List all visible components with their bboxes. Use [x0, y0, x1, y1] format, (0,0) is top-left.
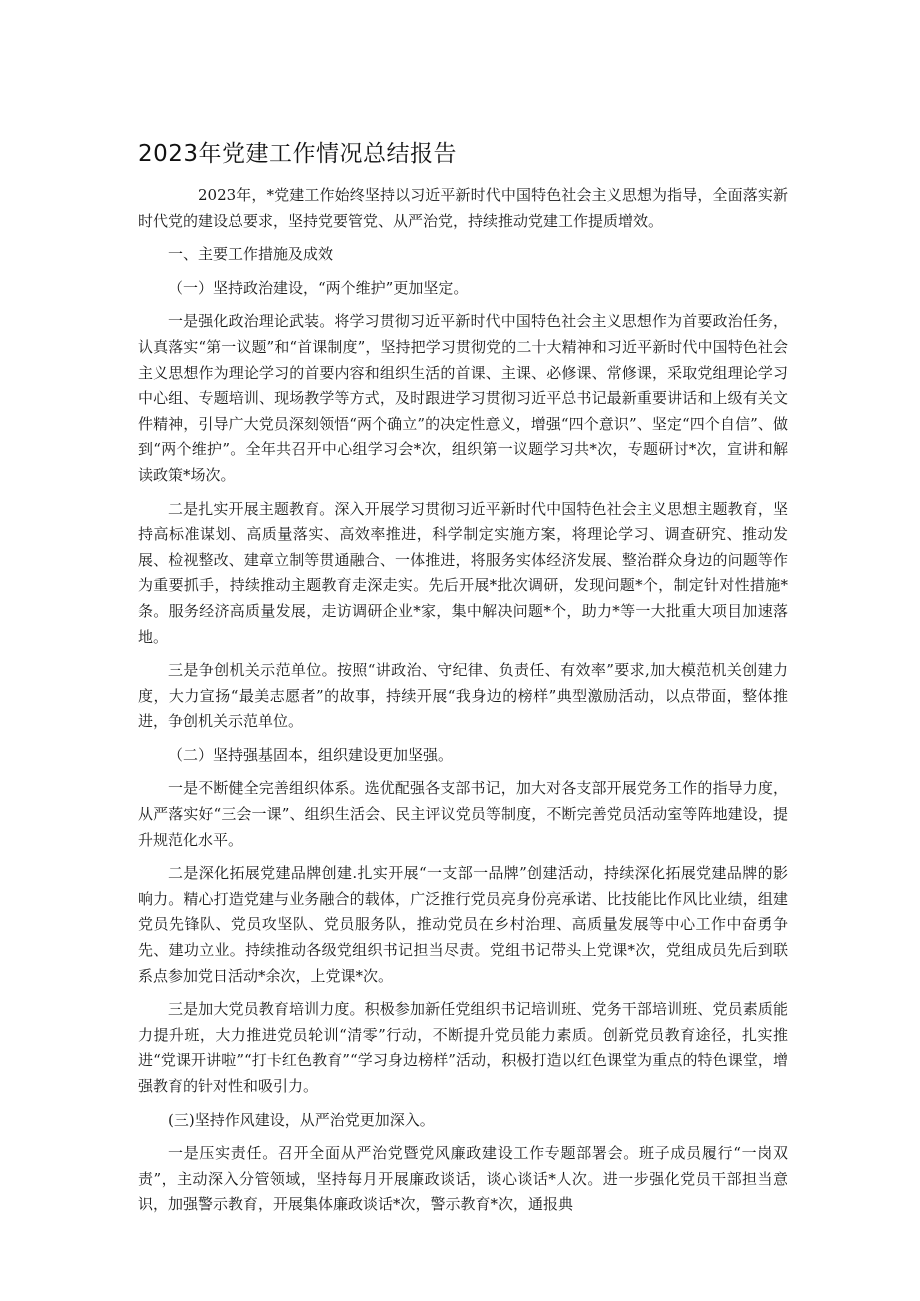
paragraph-model-organ: 三是争创机关示范单位。按照“讲政治、守纪律、负责任、有效率”要求,加大模范机关创建力度，大力宣扬“最美志愿者”的故事，持续开展“我身边的榜样”典型激励活动，以点带面，整体推进，争创机关示范单位。 — [138, 661, 788, 731]
paragraph-responsibility: 一是压实责任。召开全面从严治党暨党风廉政建设工作专题部署会。班子成员履行“一岗双责”，主动深入分管领域，坚持每月开展廉政谈话，谈心谈话*人次。进一步强化党员干部担当意识，加强警示教育，开展集体廉政谈话*次，警示教育*次，通报典 — [138, 1144, 788, 1214]
section-heading-main-measures: 一、主要工作措施及成效 — [168, 245, 334, 264]
document-title: 2023年党建工作情况总结报告 — [138, 141, 458, 167]
document-body — [138, 183, 788, 1218]
subsection-heading-organization: （二）坚持强基固本，组织建设更加坚强。 — [168, 745, 454, 764]
subsection-heading-political: （一）坚持政治建设，“两个维护”更加坚定。 — [168, 278, 469, 297]
subsection-heading-conduct: (三)坚持作风建设，从严治党更加深入。 — [168, 1110, 435, 1129]
paragraph-member-training: 三是加大党员教育培训力度。积极参加新任党组织书记培训班、党务干部培训班、党员素质能力提升班，大力推进党员轮训“清零”行动，不断提升党员能力素质。创新党员教育途径，扎实推进“党课开讲啦”“打卡红色教育”“学习身边榜样”活动，积极打造以红色课堂为重点的特色课堂，增强教育的针对性和吸引力。 — [138, 1000, 788, 1095]
intro-paragraph: 2023年，*党建工作始终坚持以习近平新时代中国特色社会主义思想为指导，全面落实新时代党的建设总要求，坚持党要管党、从严治党，持续推动党建工作提质增效。 — [138, 186, 788, 230]
paragraph-party-brand: 二是深化拓展党建品牌创建.扎实开展“一支部一品牌”创建活动，持续深化拓展党建品牌的影响力。精心打造党建与业务融合的载体，广泛推行党员亮身份亮承诺、比技能比作风比业绩，组建党员先锋队、党员攻坚队、党员服务队，推动党员在乡村治理、高质量发展等中心工作中奋勇争先、建功立业。持续推动各级党组织书记担当尽责。党组书记带头上党课*次，党组成员先后到联系点参加党日活动*余次，上党课*次。 — [138, 864, 788, 985]
paragraph-organization-system: 一是不断健全完善组织体系。选优配强各支部书记，加大对各支部开展党务工作的指导力度，从严落实好“三会一课”、组织生活会、民主评议党员等制度，不断完善党员活动室等阵地建设，提升规范化水平。 — [138, 779, 788, 849]
paragraph-theory-study: 一是强化政治理论武装。将学习贯彻习近平新时代中国特色社会主义思想作为首要政治任务，认真落实“第一议题”和“首课制度”，坚持把学习贯彻党的二十大精神和习近平新时代中国特色社会主义思想作为理论学习的首要内容和组织生活的首课、主课、必修课、常修课，采取党组理论学习中心组、专题培训、现场教学等方式，及时跟进学习贯彻习近平总书记最新重要讲话和上级有关文件精神，引导广大党员深刻领悟“两个确立”的决定性意义，增强“四个意识”、坚定“四个自信”、做到“两个维护”。全年共召开中心组学习会*次，组织第一议题学习共*次，专题研讨*次，宣讲和解读政策*场次。 — [138, 312, 788, 484]
paragraph-theme-education: 二是扎实开展主题教育。深入开展学习贯彻习近平新时代中国特色社会主义思想主题教育，坚持高标准谋划、高质量落实、高效率推进，科学制定实施方案，将理论学习、调查研究、推动发展、检视整改、建章立制等贯通融合、一体推进，将服务实体经济发展、整治群众身边的问题等作为重要抓手，持续推动主题教育走深走实。先后开展*批次调研，发现问题*个，制定针对性措施*条。服务经济高质量发展，走访调研企业*家，集中解决问题*个，助力*等一大批重大项目加速落地。 — [138, 499, 788, 646]
